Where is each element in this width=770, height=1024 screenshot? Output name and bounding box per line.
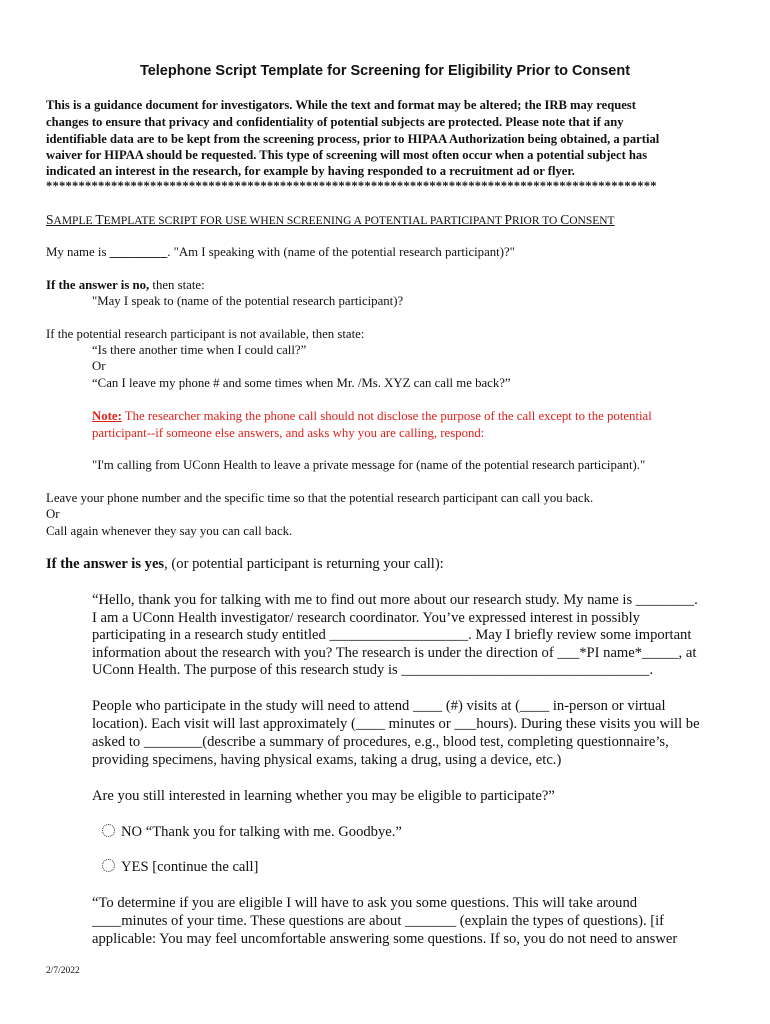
not-available-q2: “Can I leave my phone # and some times when Mr. /Ms. XYZ can call me back?” [92, 376, 511, 390]
document-title: Telephone Script Template for Screening for Eligibility Prior to Consent [139, 63, 631, 79]
determine-line-3: applicable: You may feel uncomfortable answering some questions. If so, you do not need to answer [92, 931, 678, 947]
visits-line-2: location). Each visit will last approximately (____ minutes or ___hours). During these visits you will be [92, 716, 700, 732]
option-yes: YES [continue the call] [102, 859, 258, 876]
visits-line-1: People who participate in the study will need to attend ____ (#) visits at (____ in-person or virtual [92, 698, 666, 714]
intro-line-2: changes to ensure that privacy and confidentiality of potential subjects are protected. Please note that if any [46, 115, 624, 129]
determine-line-1: “To determine if you are eligible I will have to ask you some questions. This will take around [92, 895, 638, 911]
footer-date: 2/7/2022 [46, 966, 80, 976]
still-interested-line: Are you still interested in learning whether you may be eligible to participate?” [92, 788, 555, 804]
determine-line-2: ____minutes of your time. These questions are about _______ (explain the types of questions). [if [92, 913, 665, 929]
hello-line-4: information about the research with you? The research is under the direction of ___*PI name*_____, at [92, 645, 697, 661]
radio-circle-icon [102, 859, 115, 872]
visits-line-3: asked to ________(describe a summary of procedures, e.g., blood test, completing questionnaire’s, [92, 734, 669, 750]
call-again-line: Call again whenever they say you can call back. [46, 524, 293, 538]
intro-line-3: identifiable data are to be kept from the screening process, prior to HIPAA Authorization being obtained, a partial [46, 132, 660, 146]
calling-from-line: "I'm calling from UConn Health to leave a private message for (name of the potential research participant)." [92, 458, 646, 472]
hello-line-5: UConn Health. The purpose of this research study is __________________________________. [92, 662, 654, 678]
not-available-or: Or [92, 359, 106, 373]
intro-line-4: waiver for HIPAA should be requested. This type of screening will most often occur when a potential subject has [46, 148, 648, 162]
note-line-1: Note: The researcher making the phone call should not disclose the purpose of the call except to the potential [92, 409, 652, 423]
radio-circle-icon [102, 824, 115, 837]
asterisk-divider: ********************************************************************************************** [46, 179, 657, 193]
not-available-q1: “Is there another time when I could call?” [92, 343, 307, 357]
answer-yes-line: If the answer is yes, (or potential participant is returning your call): [46, 556, 444, 572]
option-no: NO “Thank you for talking with me. Goodbye.” [102, 824, 402, 841]
answer-no-quote: "May I speak to (name of the potential research participant)? [92, 294, 404, 308]
my-name-line: My name is _________. "Am I speaking with (name of the potential research participant)?" [46, 245, 515, 259]
note-line-2: participant--if someone else answers, and asks why you are calling, respond: [92, 426, 485, 440]
leave-number-line: Leave your phone number and the specific time so that the potential research participant can call you back. [46, 491, 594, 505]
hello-line-1: “Hello, thank you for talking with me to find out more about our research study. My name is ________. [92, 592, 698, 608]
intro-line-1: This is a guidance document for investigators. While the text and format may be altered; the IRB may request [46, 98, 636, 112]
hello-line-3: participating in a research study entitled ___________________. May I briefly review some important [92, 627, 692, 643]
intro-line-5: indicated an interest in the research, for example by having responded to a recruitment ad or flyer. [46, 164, 575, 178]
visits-line-4: providing specimens, having physical exams, taking a drug, using a device, etc.) [92, 752, 562, 768]
hello-line-2: I am a UConn Health investigator/ research coordinator. You’ve expressed interest in possibly [92, 610, 640, 626]
leave-number-or: Or [46, 507, 60, 521]
section-heading: SAMPLE TEMPLATE SCRIPT FOR USE WHEN SCREENING A POTENTIAL PARTICIPANT PRIOR TO CONSENT [46, 212, 615, 227]
not-available-intro: If the potential research participant is not available, then state: [46, 327, 365, 341]
answer-no-line: If the answer is no, then state: [46, 278, 205, 292]
